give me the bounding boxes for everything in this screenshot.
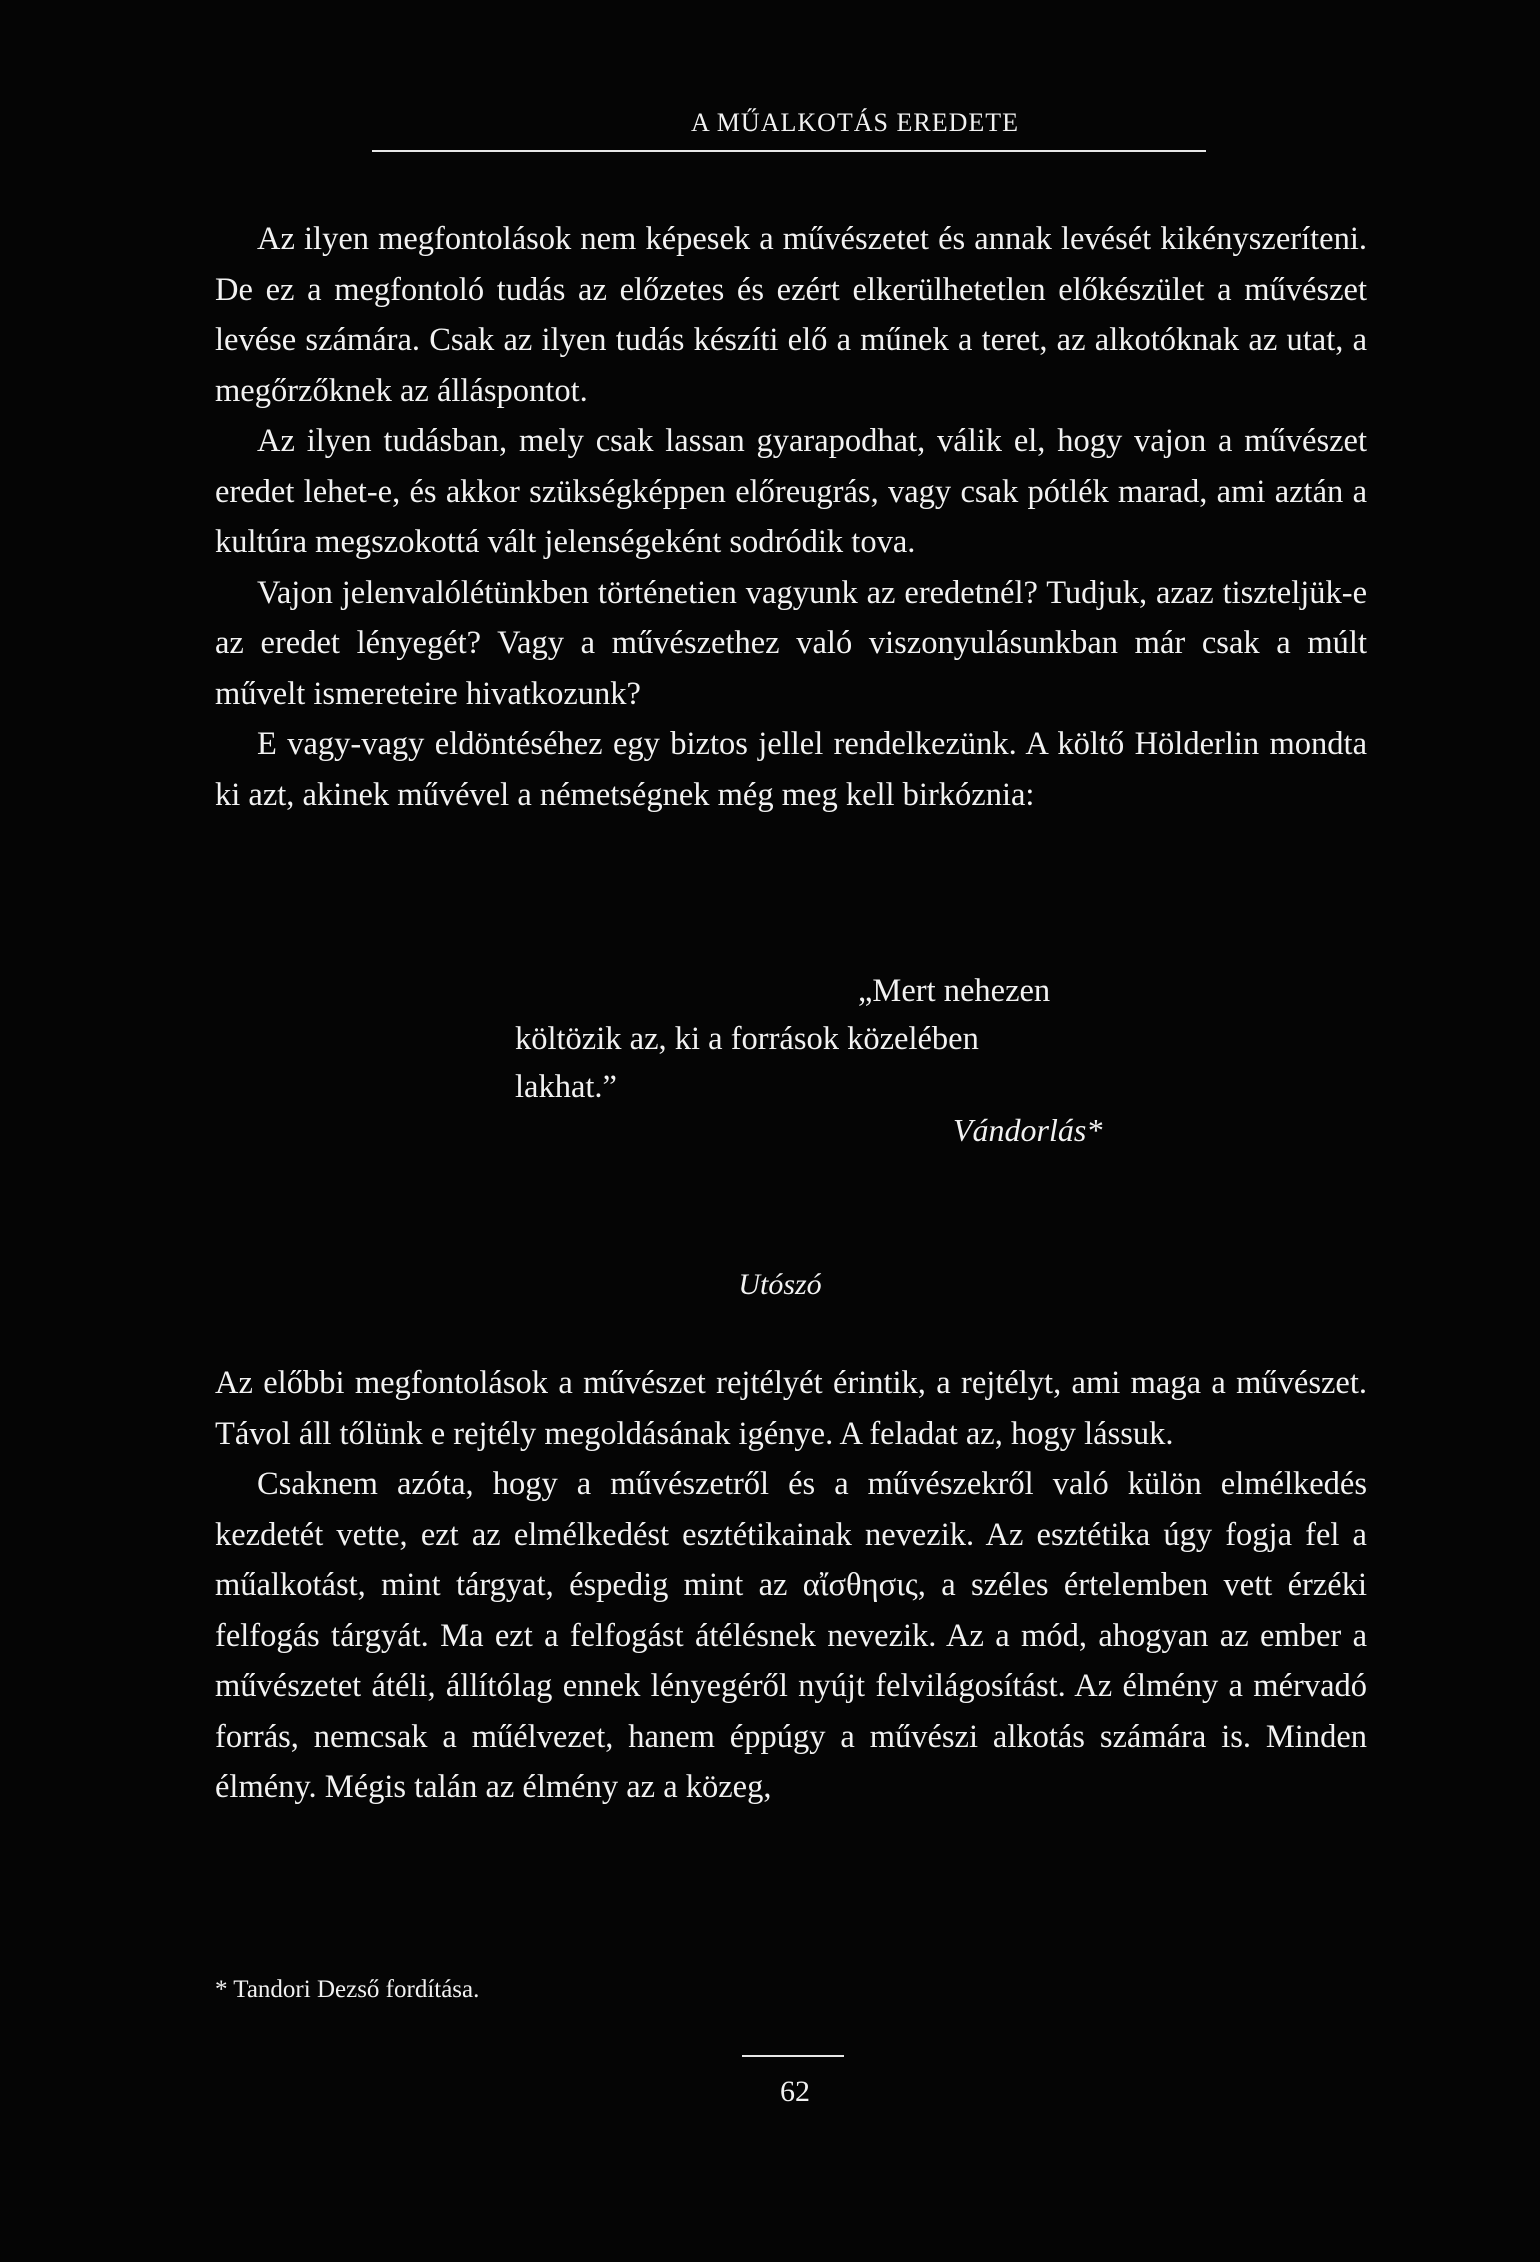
page-number: 62 [780,2075,810,2108]
afterword-text-block [215,1358,1367,1813]
page-number-rule [742,2055,844,2057]
footnote: * Tandori Dezső fordítása. [215,1976,480,2003]
poem-source: Vándorlás* [953,1112,1103,1148]
paragraph: E vagy-vagy eldöntéséhez egy biztos jellel rendelkezünk. A költő Hölderlin mondta ki azt, akinek művével a németségnek még meg kell birkóznia: [215,726,1367,813]
paragraph: Csaknem azóta, hogy a művészetről és a művészekről való külön elmélkedés kezdetét vette, ezt az elmélkedést esztétikainak nevezik. Az esztétika úgy fogja fel a műalkotást, mint tárgyat, éspedig mint az αἴσθησις, a széles értelemben vett érzéki felfogás tárgyát. Ma ezt a felfogást átélésnek nevezik. Az a mód, ahogyan az ember a művészetet átéli, állítólag ennek lényegéről nyújt felvilágosítást. Az élmény a mérvadó forrás, nemcsak a műélvezet, hanem éppúgy a művészi alkotás számára is. Minden élmény. Mégis talán az élmény az a közeg, [215,1466,1367,1805]
poem-line: „Mert nehezen [858,973,1051,1009]
header-rule [372,150,1206,152]
running-head: A MŰALKOTÁS EREDETE [690,108,1020,137]
main-text-block [215,214,1367,820]
paragraph: Vajon jelenvalólétünkben történetien vagyunk az eredetnél? Tudjuk, azaz tiszteljük-e az eredet lényegét? Vagy a művészethez való viszonyulásunkban már csak a múlt művelt ismereteire hivatkozunk? [215,574,1367,712]
paragraph: Az ilyen megfontolások nem képesek a művészetet és annak levését kikényszeríteni. De ez a megfontoló tudás az előzetes és ezért elkerülhetetlen előkészület a művészet levése számára. Csak az ilyen tudás készíti elő a műnek a teret, az alkotóknak az utat, a megőrzőknek az álláspontot. [215,221,1367,409]
paragraph: Az előbbi megfontolások a művészet rejtélyét érintik, a rejtélyt, ami maga a művészet. Távol áll tőlünk e rejtély megoldásának igénye. A feladat az, hogy lássuk. [215,1365,1367,1452]
poem-line: lakhat.” [515,1069,617,1105]
poem-quote [515,967,1215,1111]
section-title: Utószó [738,1268,822,1301]
poem-line: költözik az, ki a források közelében [515,1021,979,1057]
paragraph: Az ilyen tudásban, mely csak lassan gyarapodhat, válik el, hogy vajon a művészet eredet lehet-e, és akkor szükségképpen előreugrás, vagy csak pótlék marad, ami aztán a kultúra megszokottá vált jelenségeként sodródik tova. [215,423,1367,560]
